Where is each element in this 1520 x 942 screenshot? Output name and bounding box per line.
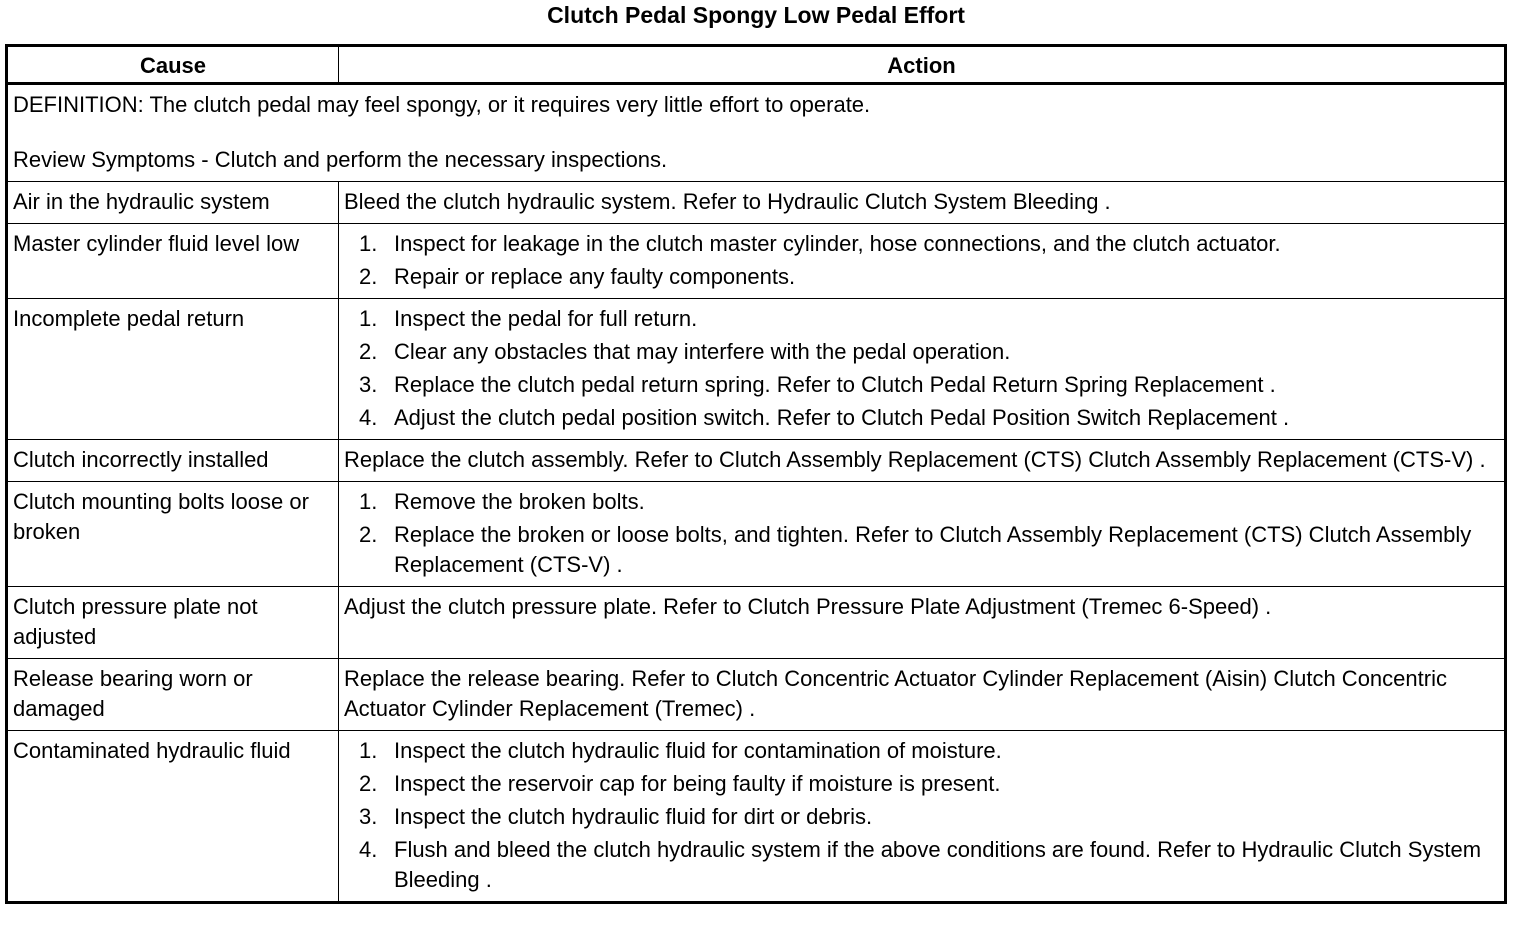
action-cell xyxy=(339,482,1506,587)
cause-header: Cause xyxy=(7,46,339,84)
step-text: Clear any obstacles that may interfere with the pedal operation. xyxy=(394,339,1011,364)
action-cell xyxy=(339,299,1506,440)
step-text: Remove the broken bolts. xyxy=(394,489,645,514)
step-text: Inspect the pedal for full return. xyxy=(394,306,698,331)
action-step: 2. Replace the broken or loose bolts, and tighten. Refer to Clutch Assembly Replacement (CTS) Clutch Assembly Replacement (CTS-V) . xyxy=(359,522,1472,577)
definition-row xyxy=(7,84,1506,182)
step-text: Inspect for leakage in the clutch master cylinder, hose connections, and the clutch actuator. xyxy=(394,231,1281,256)
cause-cell: Release bearing worn or damaged xyxy=(7,659,339,731)
table-row xyxy=(7,440,1506,482)
step-text: Repair or replace any faulty components. xyxy=(394,264,796,289)
definition-cell xyxy=(7,84,1506,182)
action-steps xyxy=(344,304,1500,433)
table-row xyxy=(7,587,1506,659)
action-steps xyxy=(344,229,1500,292)
step-text: Inspect the reservoir cap for being faulty if moisture is present. xyxy=(394,771,1001,796)
table-row xyxy=(7,482,1506,587)
action-step: 3. Replace the clutch pedal return spring. Refer to Clutch Pedal Return Spring Replacement . xyxy=(359,372,1276,397)
action-step: 3. Inspect the clutch hydraulic fluid for dirt or debris. xyxy=(359,804,873,829)
step-text: Adjust the clutch pedal position switch. Refer to Clutch Pedal Position Switch Replacement . xyxy=(394,405,1290,430)
action-cell: Replace the clutch assembly. Refer to Clutch Assembly Replacement (CTS) Clutch Assembly Replacement (CTS-V) . xyxy=(339,440,1506,482)
action-step: 1. Inspect for leakage in the clutch master cylinder, hose connections, and the clutch actuator. xyxy=(359,231,1281,256)
step-text: Flush and bleed the clutch hydraulic system if the above conditions are found. Refer to Hydraulic Clutch System Bleeding . xyxy=(394,837,1482,892)
cause-cell: Clutch pressure plate not adjusted xyxy=(7,587,339,659)
cause-cell: Air in the hydraulic system xyxy=(7,182,339,224)
header-row xyxy=(7,46,1506,84)
cause-cell: Clutch incorrectly installed xyxy=(7,440,339,482)
table-row xyxy=(7,299,1506,440)
table-row xyxy=(7,731,1506,903)
table-row xyxy=(7,659,1506,731)
cause-cell: Incomplete pedal return xyxy=(7,299,339,440)
review-symptoms-text: Review Symptoms - Clutch and perform the necessary inspections. xyxy=(13,147,668,172)
action-steps xyxy=(344,736,1500,895)
action-step: 1. Remove the broken bolts. xyxy=(359,489,645,514)
diagnostic-table xyxy=(5,44,1507,904)
step-text: Replace the broken or loose bolts, and tighten. Refer to Clutch Assembly Replacement (CTS) Clutch Assembly Replacement (CTS-V) . xyxy=(394,522,1472,577)
action-step: 1. Inspect the pedal for full return. xyxy=(359,306,698,331)
page-title: Clutch Pedal Spongy Low Pedal Effort xyxy=(547,2,965,28)
action-cell: Bleed the clutch hydraulic system. Refer to Hydraulic Clutch System Bleeding . xyxy=(339,182,1506,224)
cause-cell: Clutch mounting bolts loose or broken xyxy=(7,482,339,587)
action-step: 1. Inspect the clutch hydraulic fluid for contamination of moisture. xyxy=(359,738,1002,763)
step-text: Inspect the clutch hydraulic fluid for contamination of moisture. xyxy=(394,738,1002,763)
step-text: Replace the clutch pedal return spring. Refer to Clutch Pedal Return Spring Replacement . xyxy=(394,372,1276,397)
step-text: Inspect the clutch hydraulic fluid for dirt or debris. xyxy=(394,804,873,829)
cause-cell: Master cylinder fluid level low xyxy=(7,224,339,299)
action-step: 4. Flush and bleed the clutch hydraulic system if the above conditions are found. Refer to Hydraulic Clutch System Bleeding . xyxy=(359,837,1482,892)
table-row xyxy=(7,224,1506,299)
action-step: 4. Adjust the clutch pedal position switch. Refer to Clutch Pedal Position Switch Replacement . xyxy=(359,405,1290,430)
definition-text: DEFINITION: The clutch pedal may feel spongy, or it requires very little effort to operate. xyxy=(13,92,871,117)
cause-cell: Contaminated hydraulic fluid xyxy=(7,731,339,903)
action-cell: Adjust the clutch pressure plate. Refer to Clutch Pressure Plate Adjustment (Tremec 6-Speed) . xyxy=(339,587,1506,659)
action-cell: Replace the release bearing. Refer to Clutch Concentric Actuator Cylinder Replacement (Aisin) Clutch Concentric Actuator Cylinder Replacement (Tremec) . xyxy=(339,659,1506,731)
action-step: 2. Clear any obstacles that may interfere with the pedal operation. xyxy=(359,339,1011,364)
action-cell xyxy=(339,731,1506,903)
table-row xyxy=(7,182,1506,224)
action-header: Action xyxy=(339,46,1506,84)
action-step: 2. Inspect the reservoir cap for being faulty if moisture is present. xyxy=(359,771,1001,796)
action-cell xyxy=(339,224,1506,299)
action-steps xyxy=(344,487,1500,580)
action-step: 2. Repair or replace any faulty components. xyxy=(359,264,796,289)
